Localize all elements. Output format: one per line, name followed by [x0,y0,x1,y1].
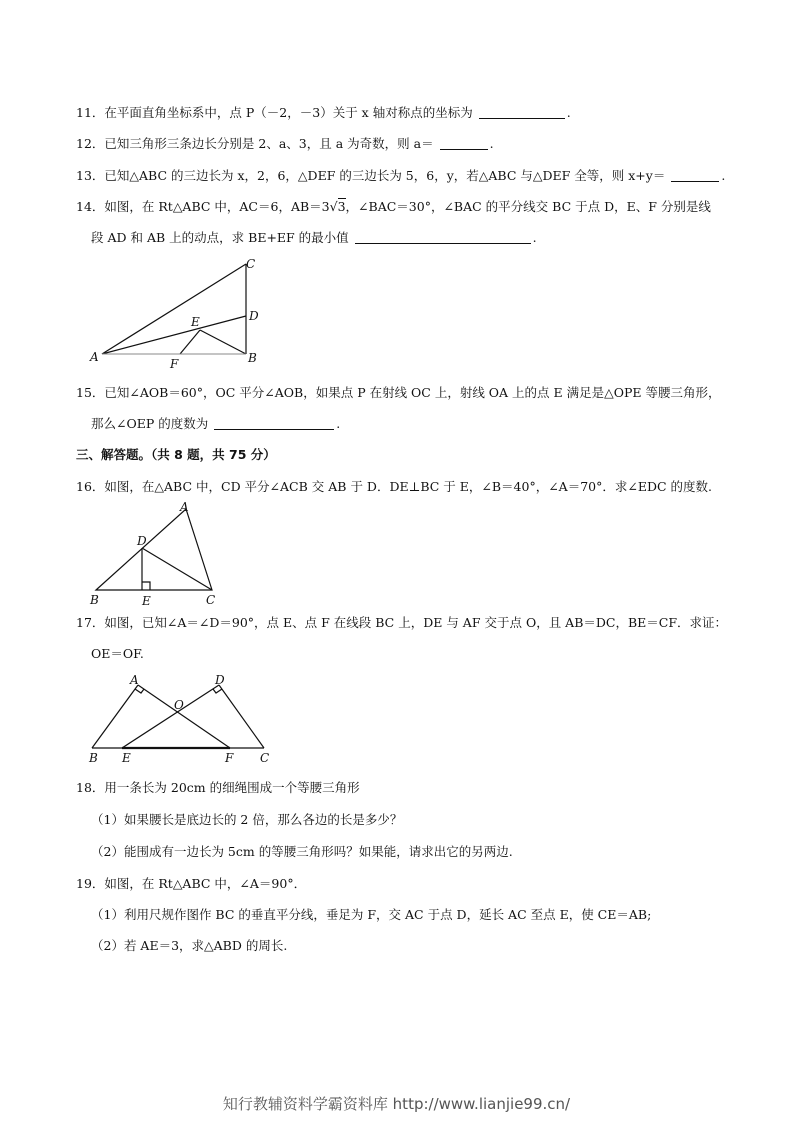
point-label-o: O [174,698,184,712]
question-13-text: 13．已知△ABC 的三边长为 x，2，6，△DEF 的三边长为 5，6，y，若△ABC 与△DEF 全等，则 x+y＝ [76,168,666,183]
triangle-abc [96,509,212,590]
question-15-line2 [91,416,340,432]
question-15-line1 [76,385,721,401]
segment-de [122,685,219,748]
segment-ef [180,330,200,354]
point-label-e: E [142,594,151,608]
question-16-text: 16．如图，在△ABC 中，CD 平分∠ACB 交 AB 于 D．DE⊥BC 于 E，∠B＝40°，∠A＝70°．求∠EDC 的度数. [76,479,712,494]
question-13-end: . [721,168,726,183]
question-14-line2 [91,230,537,246]
right-angle-mark-d [213,689,222,693]
point-label-b: B [89,751,98,765]
segment-ad [102,316,246,354]
question-14-pre: 14．如图，在 Rt△ABC 中，AC＝6，AB＝ [76,199,322,214]
point-label-a: A [90,350,99,364]
question-17-line2 [91,646,144,662]
point-label-c: C [260,751,270,765]
segment-af [138,685,230,748]
figure-14 [88,258,268,370]
point-label-b: B [90,593,99,607]
question-19-sub1: （1）利用尺规作图作 BC 的垂直平分线，垂足为 F，交 AC 于点 D，延长 AC 至点 E，使 CE＝AB; [91,907,652,922]
answer-blank-15[interactable] [214,417,334,430]
point-label-c: C [206,593,216,607]
segment-dc [142,548,212,590]
question-19 [76,876,306,892]
point-label-d: D [215,673,225,687]
point-label-f: F [170,357,179,371]
figure-16 [88,500,228,608]
question-16 [76,479,712,495]
question-18 [76,780,360,796]
answer-blank-12[interactable] [440,137,488,150]
question-11-end: . [566,105,571,120]
question-14-end: . [532,230,537,245]
footer-watermark: 知行教辅资料学霸资料库 http://www.lianjie99.cn/ [222,1095,571,1113]
point-label-a: A [130,673,139,687]
question-14-line1 [76,199,711,215]
right-angle-mark-e [142,582,150,590]
segment-dc [219,685,264,748]
section-3-heading: 三、解答题。（共 8 题，共 75 分） [76,447,276,462]
question-19-text: 19．如图，在 Rt△ABC 中，∠A＝90°． [76,876,307,891]
point-label-a: A [180,500,189,514]
point-label-f: F [225,751,234,765]
right-angle-mark-a [135,689,144,693]
question-18-sub2: （2）能围成有一边长为 5cm 的等腰三角形吗？如果能，请求出它的另两边. [91,844,513,859]
sqrt-sign: √ [329,199,338,214]
answer-blank-11[interactable] [479,106,565,119]
point-label-c: C [246,257,256,271]
segment-ac [102,264,246,354]
question-15-end: . [336,416,341,431]
segment-ab [92,685,138,748]
point-label-e: E [191,315,200,329]
question-14-post: ，∠BAC＝30°，∠BAC 的平分线交 BC 于点 D，E、F 分别是线 [345,199,711,214]
figure-17 [88,672,278,767]
question-11 [76,105,571,121]
point-label-b: B [248,351,257,365]
question-17-line1 [76,615,727,631]
question-15-line1-text: 15．已知∠AOB＝60°，OC 平分∠AOB，如果点 P 在射线 OC 上，射线 OA 上的点 E 满足是△OPE 等腰三角形， [76,385,721,400]
question-15-line2-text: 那么∠OEP 的度数为 [91,416,209,431]
question-12-text: 12．已知三角形三条边长分别是 2、a、3，且 a 为奇数，则 a＝ [76,136,434,151]
question-18-sub1: （1）如果腰长是底边长的 2 倍，那么各边的长是多少？ [91,812,403,827]
question-18-text: 18．用一条长为 20cm 的细绳围成一个等腰三角形 [76,780,360,795]
segment-be [200,330,246,354]
point-label-e: E [122,751,131,765]
sqrt-coefficient: 3 [321,199,330,214]
question-12-end: . [489,136,494,151]
answer-blank-14[interactable] [355,231,531,244]
question-19-sub2: （2）若 AE＝3，求△ABD 的周长. [91,938,288,953]
answer-blank-13[interactable] [671,169,719,182]
question-11-text: 11．在平面直角坐标系中，点 P（－2，－3）关于 x 轴对称点的坐标为 [76,105,473,120]
question-13 [76,168,725,184]
sqrt-radicand: 3 [337,199,346,214]
question-17-line1-text: 17．如图，已知∠A＝∠D＝90°，点 E、点 F 在线段 BC 上，DE 与 AF 交于点 O，且 AB＝DC，BE＝CF．求证： [76,615,728,630]
question-17-line2-text: OE＝OF. [91,646,144,661]
point-label-d: D [137,534,147,548]
point-label-d: D [249,309,259,323]
question-12 [76,136,494,152]
question-14-line2-text: 段 AD 和 AB 上的动点，求 BE+EF 的最小值 [91,230,349,245]
